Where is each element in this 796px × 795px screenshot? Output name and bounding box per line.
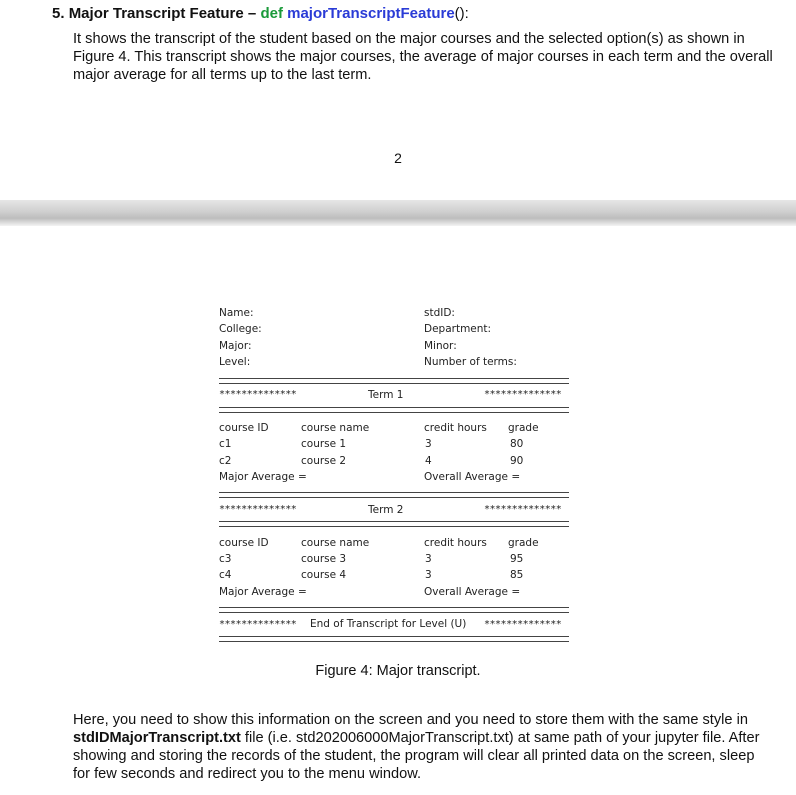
section-dash: –	[247, 5, 257, 22]
figure-caption: Figure 4: Major transcript.	[315, 663, 481, 679]
double-rule	[219, 492, 569, 498]
stars-left: **************	[219, 389, 297, 400]
cell-credit-hours: 3	[425, 438, 432, 450]
stars-right: **************	[484, 619, 562, 630]
double-rule	[219, 378, 569, 384]
cell-grade: 95	[510, 553, 524, 565]
cell-course-name: course 1	[301, 438, 347, 450]
section-description: It shows the transcript of the student based on the major courses and the selected option(s) as shown in Figure 4. This transcript shows the major courses, the average of major courses in each term and the overall major average for all terms up to the last term.	[73, 31, 773, 83]
page-separator	[0, 200, 796, 226]
function-name: majorTranscriptFeature	[287, 5, 455, 22]
column-header: course name	[301, 422, 370, 434]
college-label: College:	[219, 323, 262, 335]
instructions-paragraph	[73, 711, 773, 783]
minor-label: Minor:	[424, 340, 457, 352]
level-label: Level:	[219, 356, 251, 368]
def-keyword: def	[260, 5, 283, 22]
major-average-label: Major Average =	[219, 471, 307, 483]
cell-credit-hours: 3	[425, 553, 432, 565]
filename-bold: stdIDMajorTranscript.txt	[73, 730, 241, 746]
page-number: 2	[394, 150, 402, 166]
department-label: Department:	[424, 323, 492, 335]
double-rule	[219, 636, 569, 642]
stars-right: **************	[484, 389, 562, 400]
double-rule	[219, 607, 569, 613]
cell-course-id: c3	[219, 553, 232, 565]
instructions-text: Here, you need to show this information on the screen and you need to store them with the same style in	[73, 712, 748, 728]
stdid-label: stdID:	[424, 307, 455, 319]
term-1-label: Term 1	[368, 389, 404, 401]
section-heading	[52, 5, 469, 22]
major-average-label: Major Average =	[219, 586, 307, 598]
column-header: credit hours	[424, 537, 487, 549]
function-parens: ():	[454, 5, 469, 22]
cell-course-id: c2	[219, 455, 232, 467]
column-header: course ID	[219, 422, 269, 434]
name-label: Name:	[219, 307, 254, 319]
column-header: grade	[508, 422, 539, 434]
stars-left: **************	[219, 619, 297, 630]
cell-grade: 80	[510, 438, 524, 450]
section-title: Major Transcript Feature	[68, 5, 244, 22]
cell-course-id: c1	[219, 438, 232, 450]
cell-course-name: course 2	[301, 455, 347, 467]
overall-average-label: Overall Average =	[424, 471, 521, 483]
cell-credit-hours: 3	[425, 569, 432, 581]
overall-average-label: Overall Average =	[424, 586, 521, 598]
double-rule	[219, 521, 569, 527]
stars-left: **************	[219, 504, 297, 515]
end-of-transcript-label: End of Transcript for Level (U)	[310, 618, 467, 630]
term-2-label: Term 2	[368, 504, 404, 516]
cell-grade: 90	[510, 455, 524, 467]
column-header: course name	[301, 537, 370, 549]
major-label: Major:	[219, 340, 252, 352]
stars-right: **************	[484, 504, 562, 515]
double-rule	[219, 407, 569, 413]
cell-credit-hours: 4	[425, 455, 432, 467]
cell-course-name: course 3	[301, 553, 347, 565]
cell-grade: 85	[510, 569, 524, 581]
terms-label: Number of terms:	[424, 356, 517, 368]
cell-course-id: c4	[219, 569, 232, 581]
section-number: 5.	[52, 5, 65, 22]
cell-course-name: course 4	[301, 569, 347, 581]
column-header: grade	[508, 537, 539, 549]
column-header: credit hours	[424, 422, 487, 434]
column-header: course ID	[219, 537, 269, 549]
instructions-text: file (i.e. std202006000MajorTranscript.txt) at same path of your jupyter file. After showing and storing the records of the student, the program will clear all printed data on the screen, sleep for few seconds and redirect you to the menu window.	[73, 730, 760, 782]
